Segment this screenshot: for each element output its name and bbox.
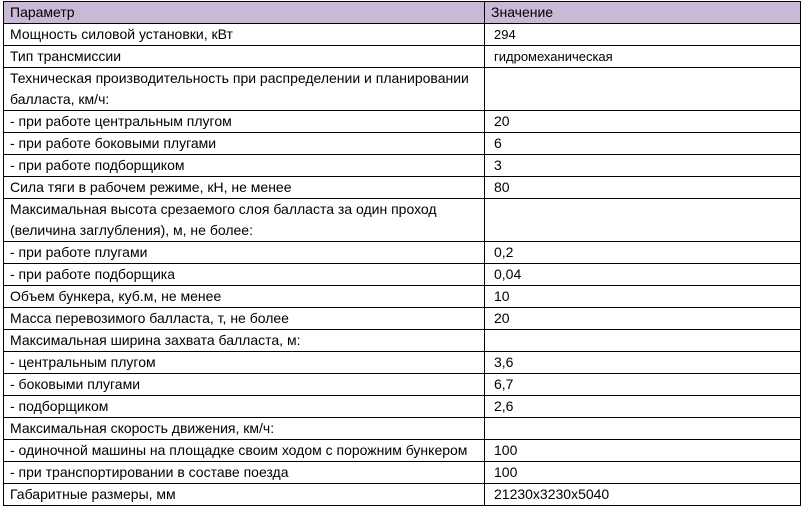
value-cell: гидромеханическая — [485, 46, 801, 68]
spec-table — [3, 1, 801, 506]
header-value: Значение — [485, 2, 801, 24]
table-header-row — [4, 2, 801, 24]
table-row — [4, 24, 801, 46]
value-cell — [485, 330, 801, 352]
value-cell: 294 — [485, 24, 801, 46]
table-row — [4, 133, 801, 155]
value-cell: 3 — [485, 155, 801, 177]
param-cell: Сила тяги в рабочем режиме, кН, не менее — [4, 177, 485, 199]
table-row — [4, 111, 801, 133]
value-cell: 100 — [485, 462, 801, 484]
param-cell: Мощность силовой установки, кВт — [4, 24, 485, 46]
param-cell: - боковыми плугами — [4, 374, 485, 396]
param-cell: Техническая производительность при распределении и планировании балласта, км/ч: — [4, 68, 485, 111]
table-row — [4, 177, 801, 199]
table-row — [4, 68, 801, 111]
param-cell: - при работе плугами — [4, 242, 485, 264]
param-cell: Максимальная высота срезаемого слоя балласта за один проход (величина заглубления), м, не более: — [4, 199, 485, 242]
table-row — [4, 330, 801, 352]
value-cell: 6,7 — [485, 374, 801, 396]
header-param: Параметр — [4, 2, 485, 24]
value-cell — [485, 418, 801, 440]
value-cell — [485, 68, 801, 111]
value-cell: 10 — [485, 286, 801, 308]
value-cell: 20 — [485, 308, 801, 330]
param-cell: - при работе подборщика — [4, 264, 485, 286]
table-row — [4, 396, 801, 418]
param-cell: - при работе подборщиком — [4, 155, 485, 177]
value-cell: 20 — [485, 111, 801, 133]
table-row — [4, 264, 801, 286]
value-cell: 6 — [485, 133, 801, 155]
param-cell: - подборщиком — [4, 396, 485, 418]
value-cell: 3,6 — [485, 352, 801, 374]
table-row — [4, 286, 801, 308]
table-row — [4, 484, 801, 506]
param-cell: - центральным плугом — [4, 352, 485, 374]
value-cell: 2,6 — [485, 396, 801, 418]
value-cell: 100 — [485, 440, 801, 462]
param-cell: Максимальная скорость движения, км/ч: — [4, 418, 485, 440]
value-cell — [485, 199, 801, 242]
param-cell: - при работе боковыми плугами — [4, 133, 485, 155]
param-cell: Максимальная ширина захвата балласта, м: — [4, 330, 485, 352]
table-row — [4, 242, 801, 264]
table-row — [4, 374, 801, 396]
value-cell: 80 — [485, 177, 801, 199]
param-cell: Объем бункера, куб.м, не менее — [4, 286, 485, 308]
param-cell: - при транспортировании в составе поезда — [4, 462, 485, 484]
table-row — [4, 462, 801, 484]
table-row — [4, 46, 801, 68]
param-cell: - одиночной машины на площадке своим ходом с порожним бункером — [4, 440, 485, 462]
value-cell: 0,04 — [485, 264, 801, 286]
table-row — [4, 352, 801, 374]
param-cell: - при работе центральным плугом — [4, 111, 485, 133]
param-cell: Тип трансмиссии — [4, 46, 485, 68]
table-row — [4, 418, 801, 440]
value-cell: 0,2 — [485, 242, 801, 264]
table-row — [4, 155, 801, 177]
value-cell: 21230х3230х5040 — [485, 484, 801, 506]
table-row — [4, 440, 801, 462]
table-row — [4, 308, 801, 330]
param-cell: Габаритные размеры, мм — [4, 484, 485, 506]
param-cell: Масса перевозимого балласта, т, не более — [4, 308, 485, 330]
table-row — [4, 199, 801, 242]
